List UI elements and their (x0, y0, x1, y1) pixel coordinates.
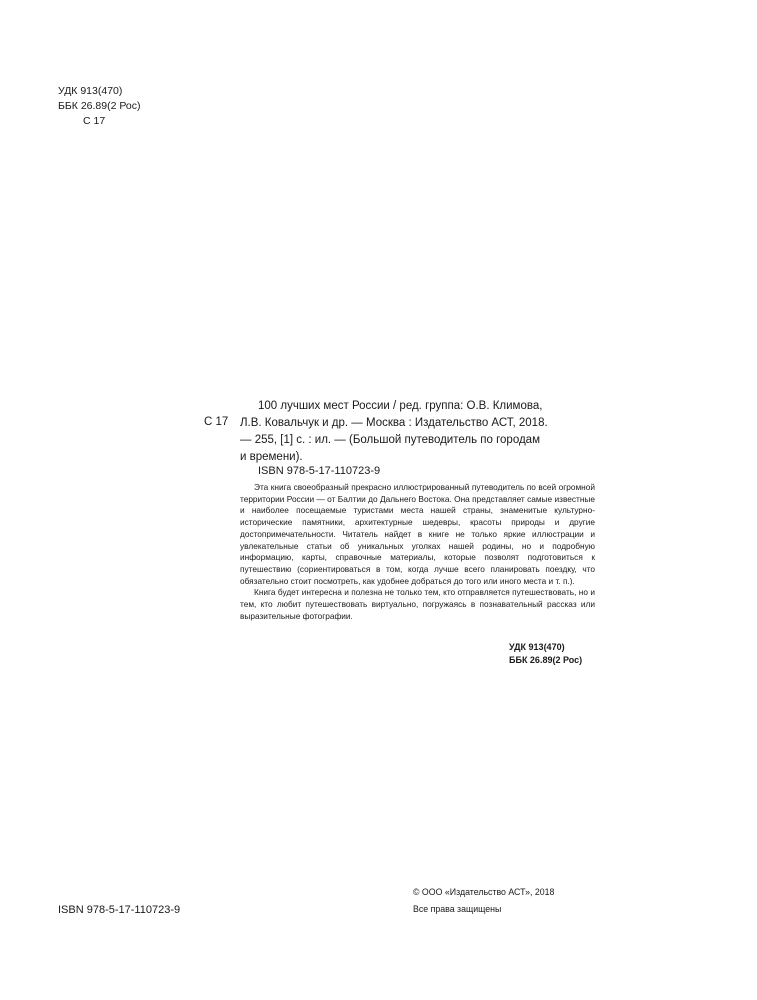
entry-author-mark: С 17 (204, 416, 229, 428)
bbk-code: ББК 26.89(2 Рос) (58, 100, 141, 112)
classification-block (58, 84, 140, 129)
udk-code: УДК 913(470) (58, 85, 123, 97)
entry-line: и времени). (240, 451, 303, 463)
annotation-codes (509, 641, 582, 667)
entry-line: — 255, [1] с. : ил. — (Большой путеводитель по городам (240, 434, 540, 446)
copyright-block (413, 884, 554, 918)
entry-isbn: ISBN 978-5-17-110723-9 (258, 465, 381, 477)
entry-line: 100 лучших мест России / ред. группа: О.В. Климова, (258, 400, 543, 412)
entry-line: Л.В. Ковальчук и др. — Москва : Издательство АСТ, 2018. (240, 417, 548, 429)
annotation-paragraph: Эта книга своеобразный прекрасно иллюстрированный путеводитель по всей огромной территории России — от Балтии до Дальнего Востока. Она представляет самые известные и наиболее посещаемые туристами места нашей страны, знаменитые культурно-исторические памятники, архитектурные шедевры, красоты природы и другие достопримечательности. Читатель найдет в книге не только яркие иллюстрации и увлекательные статьи об уникальных уголках нашей родины, но и подробную информацию, карты, справочные материалы, которые позволят подготовиться к путешествию (сориентироваться в том, когда лучше всего планировать поездку, что обязательно стоит посмотреть, как удобнее добраться до того или иного места и т. п.). (240, 482, 595, 586)
copyright-text: © ООО «Издательство АСТ», 2018 (413, 887, 555, 897)
annotation-udk: УДК 913(470) (509, 642, 565, 652)
bibliographic-entry (240, 398, 600, 466)
annotation (240, 482, 595, 622)
annotation-paragraph: Книга будет интересна и полезна не только тем, кто отправляется путешествовать, но и тем, кто любит путешествовать виртуально, погружаясь в познавательный рассказ или выразительные фотографии. (240, 587, 595, 621)
footer-isbn: ISBN 978-5-17-110723-9 (58, 904, 181, 916)
author-mark: С 17 (83, 115, 106, 127)
annotation-bbk: ББК 26.89(2 Рос) (509, 655, 583, 665)
rights-text: Все права защищены (413, 904, 502, 914)
